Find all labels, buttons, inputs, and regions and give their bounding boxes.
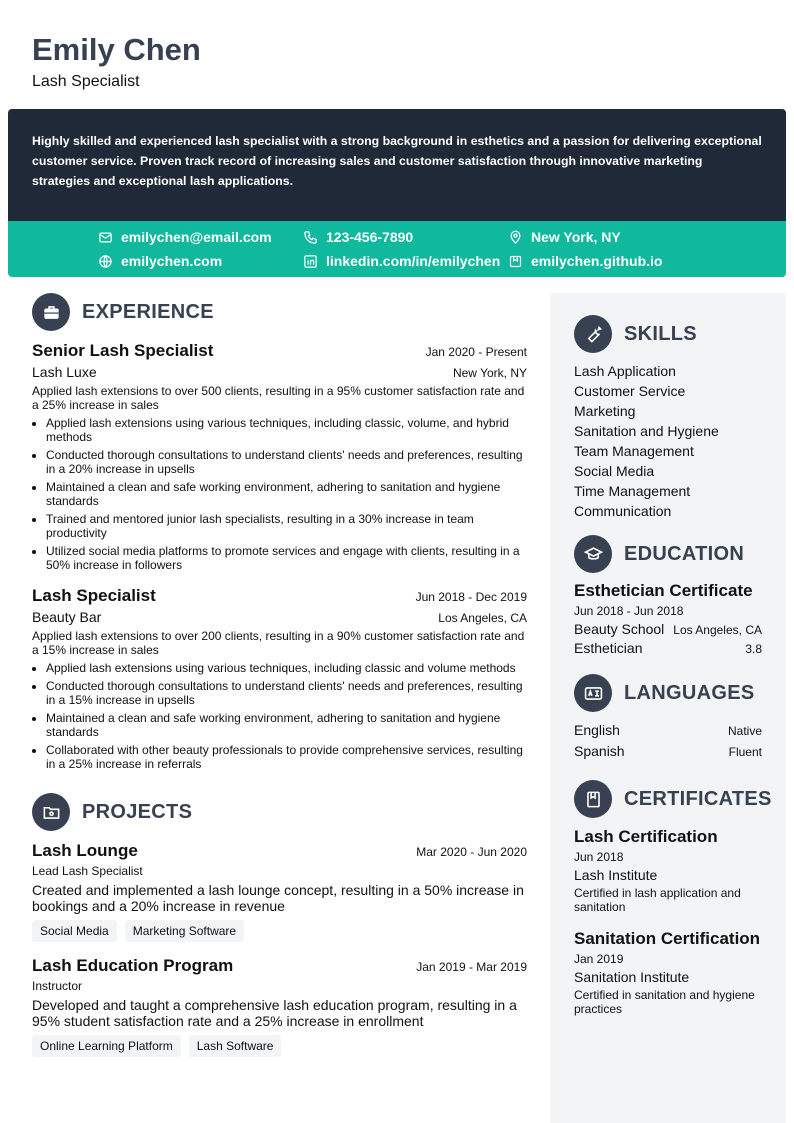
certificate-date: Jan 2019 — [574, 952, 624, 966]
location-pin-icon — [508, 230, 523, 245]
project-description: Created and implemented a lash lounge concept, resulting in a 50% increase in bookings and a 20% increase in revenue — [32, 882, 524, 914]
project-description: Developed and taught a comprehensive lash education program, resulting in a 95% student satisfaction rate and a 25% increase in enrollment — [32, 997, 517, 1029]
certificate-description: Certified in lash application and sanitation — [574, 886, 741, 914]
certificate-entry — [574, 928, 762, 1016]
project-date: Jan 2019 - Mar 2019 — [416, 960, 527, 974]
languages-title: LANGUAGES — [624, 681, 755, 704]
job-entry — [32, 586, 527, 771]
certificate-title: Sanitation Certification — [574, 929, 761, 948]
certificate-entry — [574, 826, 762, 914]
summary-text: Highly skilled and experienced lash specialist with a strong background in esthetics and a passion for delivering exceptional customer service. Proven track record of increasing sales and customer satisfaction through innovative marketing strategies and exceptional lash applications. — [32, 134, 762, 188]
main-column — [32, 293, 527, 1057]
contact-location-text: New York, NY — [531, 229, 621, 245]
skill-item: Sanitation and Hygiene — [574, 423, 719, 439]
contact-phone-text: 123-456-7890 — [326, 229, 414, 245]
job-bullet: • Maintained a clean and safe working environment, adhering to sanitation and hygiene standards — [46, 480, 527, 508]
certificate-issuer: Sanitation Institute — [574, 969, 690, 985]
education-gpa: 3.8 — [745, 642, 762, 656]
job-company: Beauty Bar — [32, 609, 102, 625]
projects-title: PROJECTS — [82, 800, 193, 823]
github-icon — [508, 254, 523, 269]
job-location: Los Angeles, CA — [438, 611, 527, 625]
project-role: Lead Lash Specialist — [32, 864, 143, 878]
skill-item: Team Management — [574, 443, 694, 459]
languages-heading — [574, 674, 762, 712]
project-role: Instructor — [32, 979, 83, 993]
job-bullet: • Conducted thorough consultations to understand clients' needs and preferences, resulting in a 15% increase in upsells — [46, 679, 527, 707]
projects-heading — [32, 793, 527, 831]
skills-heading — [574, 315, 762, 353]
project-tags — [32, 1035, 527, 1057]
job-description: Applied lash extensions to over 500 clients, resulting in a 95% customer satisfaction rate and a 25% increase in sales — [32, 384, 525, 412]
wrench-icon — [574, 315, 612, 353]
summary-section — [8, 109, 786, 221]
linkedin-icon — [303, 254, 318, 269]
education-field: Esthetician — [574, 640, 643, 656]
contact-portfolio-text: emilychen.github.io — [531, 253, 663, 269]
language-item — [574, 720, 762, 741]
education-degree: Esthetician Certificate — [574, 581, 753, 600]
job-company: Lash Luxe — [32, 364, 97, 380]
contact-phone[interactable] — [303, 229, 413, 245]
contact-email[interactable] — [98, 229, 272, 245]
job-bullet: • Utilized social media platforms to promote services and engage with clients, resulting in a 50% increase in followers — [46, 544, 527, 572]
project-title: Lash Education Program — [32, 956, 234, 975]
project-tags — [32, 920, 527, 942]
languages-list — [574, 720, 762, 762]
skill-item: Lash Application — [574, 363, 676, 379]
language-level: Native — [727, 724, 762, 738]
project-title: Lash Lounge — [32, 841, 138, 860]
contact-portfolio[interactable] — [508, 253, 662, 269]
project-tag: Social Media — [32, 920, 117, 942]
project-tag: Marketing Software — [125, 920, 244, 942]
project-date: Mar 2020 - Jun 2020 — [416, 845, 527, 859]
candidate-title: Lash Specialist — [32, 73, 140, 90]
education-school: Beauty School — [574, 621, 665, 637]
job-title: Lash Specialist — [32, 586, 156, 605]
skill-item: Social Media — [574, 463, 655, 479]
education-date: Jun 2018 - Jun 2018 — [574, 604, 684, 618]
education-title: EDUCATION — [624, 542, 745, 565]
job-location: New York, NY — [452, 366, 527, 380]
candidate-name: Emily Chen — [32, 32, 201, 67]
job-bullets — [32, 416, 527, 572]
certificates-title: CERTIFICATES — [624, 787, 772, 810]
job-bullet: • Applied lash extensions using various techniques, including classic, volume, and hybrid methods — [46, 416, 527, 444]
job-title: Senior Lash Specialist — [32, 341, 214, 360]
sidebar — [550, 293, 786, 1123]
skill-item: Communication — [574, 503, 672, 519]
contact-website[interactable] — [98, 253, 222, 269]
folder-icon — [32, 793, 70, 831]
job-bullets — [32, 661, 527, 771]
job-bullet: • Collaborated with other beauty professionals to provide comprehensive services, resulting in a 25% increase in referrals — [46, 743, 527, 771]
job-bullet: • Trained and mentored junior lash specialists, resulting in a 30% increase in team productivity — [46, 512, 527, 540]
globe-icon — [98, 254, 113, 269]
certificate-description: Certified in sanitation and hygiene practices — [574, 988, 755, 1016]
job-bullet: • Conducted thorough consultations to understand clients' needs and preferences, resulting in a 20% increase in upsells — [46, 448, 527, 476]
education-heading — [574, 535, 762, 573]
certificate-book-icon — [574, 780, 612, 818]
contact-linkedin-text: linkedin.com/in/emilychen — [326, 253, 501, 269]
contact-email-text: emilychen@email.com — [121, 229, 272, 245]
skills-list — [574, 361, 762, 521]
language-name: Spanish — [574, 743, 625, 759]
contact-location — [508, 229, 621, 245]
skills-title: SKILLS — [624, 322, 697, 345]
translate-icon — [574, 674, 612, 712]
education-location: Los Angeles, CA — [673, 623, 762, 637]
certificate-date: Jun 2018 — [574, 850, 624, 864]
certificate-title: Lash Certification — [574, 827, 718, 846]
job-entry — [32, 341, 527, 572]
resume-header — [32, 30, 201, 91]
contact-bar — [8, 221, 786, 277]
job-date: Jun 2018 - Dec 2019 — [415, 590, 527, 604]
contact-linkedin[interactable] — [303, 253, 500, 269]
skill-item: Marketing — [574, 403, 636, 419]
graduation-cap-icon — [574, 535, 612, 573]
job-date: Jan 2020 - Present — [425, 345, 527, 359]
project-entry — [32, 956, 527, 1057]
language-level: Fluent — [728, 745, 762, 759]
project-tag: Online Learning Platform — [32, 1035, 181, 1057]
skill-item: Time Management — [574, 483, 691, 499]
certificates-heading — [574, 780, 772, 818]
job-bullet: • Applied lash extensions using various techniques, including classic and volume methods — [46, 661, 527, 675]
project-tag: Lash Software — [189, 1035, 282, 1057]
certificate-issuer: Lash Institute — [574, 867, 658, 883]
language-name: English — [574, 722, 620, 738]
contact-website-text: emilychen.com — [121, 253, 223, 269]
job-bullet: • Maintained a clean and safe working environment, adhering to sanitation and hygiene standards — [46, 711, 527, 739]
phone-icon — [303, 230, 318, 245]
job-description: Applied lash extensions to over 200 clients, resulting in a 90% customer satisfaction rate and a 15% increase in sales — [32, 629, 525, 657]
skill-item: Customer Service — [574, 383, 686, 399]
language-item — [574, 741, 762, 762]
mail-icon — [98, 230, 113, 245]
experience-title: EXPERIENCE — [82, 300, 214, 323]
project-entry — [32, 841, 527, 942]
education-entry — [574, 581, 762, 656]
briefcase-icon — [32, 293, 70, 331]
experience-heading — [32, 293, 527, 331]
